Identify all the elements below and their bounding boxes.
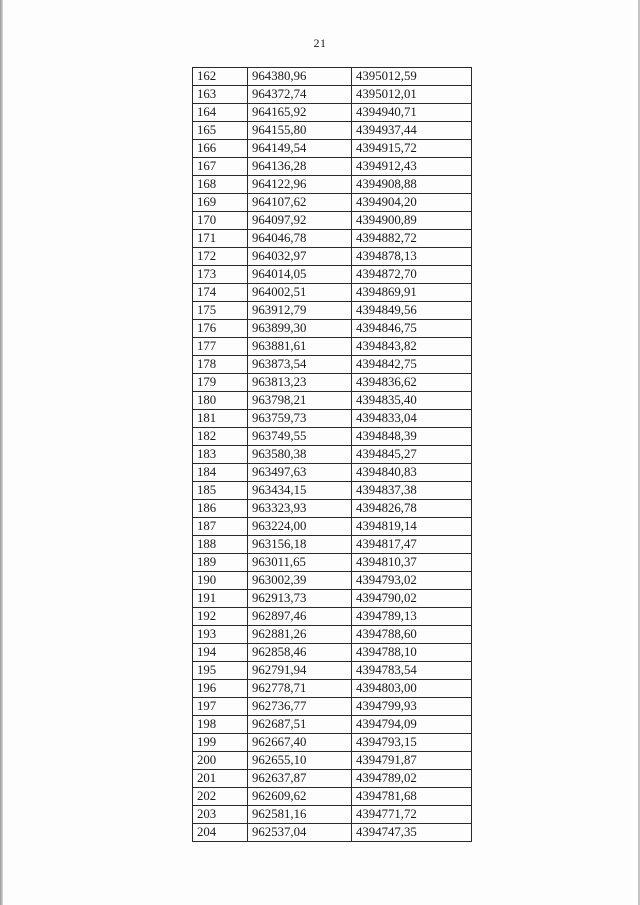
x-coordinate-cell: 964155,80 [248, 122, 352, 140]
point-number-cell: 173 [193, 266, 248, 284]
table-row [193, 140, 472, 158]
y-coordinate-cell: 4394788,60 [352, 626, 472, 644]
x-coordinate-cell: 963912,79 [248, 302, 352, 320]
point-number-cell: 174 [193, 284, 248, 302]
y-coordinate-cell: 4394940,71 [352, 104, 472, 122]
point-number-cell: 202 [193, 788, 248, 806]
table-row [193, 392, 472, 410]
x-coordinate-cell: 963881,61 [248, 338, 352, 356]
table-row [193, 248, 472, 266]
point-number-cell: 195 [193, 662, 248, 680]
table-row [193, 788, 472, 806]
point-number-cell: 177 [193, 338, 248, 356]
table-row [193, 554, 472, 572]
x-coordinate-cell: 963749,55 [248, 428, 352, 446]
y-coordinate-cell: 4394789,02 [352, 770, 472, 788]
point-number-cell: 186 [193, 500, 248, 518]
point-number-cell: 183 [193, 446, 248, 464]
x-coordinate-cell: 963224,00 [248, 518, 352, 536]
point-number-cell: 200 [193, 752, 248, 770]
x-coordinate-cell: 962778,71 [248, 680, 352, 698]
table-row [193, 194, 472, 212]
point-number-cell: 164 [193, 104, 248, 122]
y-coordinate-cell: 4394781,68 [352, 788, 472, 806]
y-coordinate-cell: 4394912,43 [352, 158, 472, 176]
x-coordinate-cell: 964107,62 [248, 194, 352, 212]
y-coordinate-cell: 4394869,91 [352, 284, 472, 302]
x-coordinate-cell: 962858,46 [248, 644, 352, 662]
point-number-cell: 187 [193, 518, 248, 536]
point-number-cell: 172 [193, 248, 248, 266]
table-row [193, 104, 472, 122]
table-row [193, 338, 472, 356]
table-row [193, 608, 472, 626]
x-coordinate-cell: 963873,54 [248, 356, 352, 374]
table-row [193, 698, 472, 716]
y-coordinate-cell: 4394908,88 [352, 176, 472, 194]
table-row [193, 86, 472, 104]
point-number-cell: 185 [193, 482, 248, 500]
point-number-cell: 193 [193, 626, 248, 644]
y-coordinate-cell: 4394799,93 [352, 698, 472, 716]
scan-edge-left [0, 0, 3, 905]
x-coordinate-cell: 963156,18 [248, 536, 352, 554]
table-row [193, 158, 472, 176]
point-number-cell: 175 [193, 302, 248, 320]
table-row [193, 356, 472, 374]
x-coordinate-cell: 964046,78 [248, 230, 352, 248]
point-number-cell: 169 [193, 194, 248, 212]
x-coordinate-cell: 962537,04 [248, 824, 352, 842]
point-number-cell: 179 [193, 374, 248, 392]
point-number-cell: 171 [193, 230, 248, 248]
table-row [193, 320, 472, 338]
x-coordinate-cell: 963580,38 [248, 446, 352, 464]
y-coordinate-cell: 4394843,82 [352, 338, 472, 356]
table-row [193, 428, 472, 446]
table-row [193, 752, 472, 770]
table-row [193, 302, 472, 320]
coordinates-table [192, 67, 472, 842]
point-number-cell: 189 [193, 554, 248, 572]
y-coordinate-cell: 4394842,75 [352, 356, 472, 374]
x-coordinate-cell: 964149,54 [248, 140, 352, 158]
x-coordinate-cell: 964097,92 [248, 212, 352, 230]
x-coordinate-cell: 963497,63 [248, 464, 352, 482]
y-coordinate-cell: 4394788,10 [352, 644, 472, 662]
point-number-cell: 201 [193, 770, 248, 788]
x-coordinate-cell: 962687,51 [248, 716, 352, 734]
point-number-cell: 162 [193, 68, 248, 86]
x-coordinate-cell: 963323,93 [248, 500, 352, 518]
x-coordinate-cell: 964122,96 [248, 176, 352, 194]
point-number-cell: 168 [193, 176, 248, 194]
table-row [193, 212, 472, 230]
table-row [193, 644, 472, 662]
y-coordinate-cell: 4394826,78 [352, 500, 472, 518]
point-number-cell: 196 [193, 680, 248, 698]
point-number-cell: 176 [193, 320, 248, 338]
table-row [193, 770, 472, 788]
table-row [193, 176, 472, 194]
x-coordinate-cell: 962791,94 [248, 662, 352, 680]
point-number-cell: 203 [193, 806, 248, 824]
x-coordinate-cell: 963759,73 [248, 410, 352, 428]
x-coordinate-cell: 963434,15 [248, 482, 352, 500]
y-coordinate-cell: 4394846,75 [352, 320, 472, 338]
x-coordinate-cell: 962637,87 [248, 770, 352, 788]
y-coordinate-cell: 4394793,15 [352, 734, 472, 752]
table-row [193, 122, 472, 140]
x-coordinate-cell: 964014,05 [248, 266, 352, 284]
y-coordinate-cell: 4394817,47 [352, 536, 472, 554]
page-number: 21 [313, 36, 327, 50]
table-row [193, 230, 472, 248]
x-coordinate-cell: 962881,26 [248, 626, 352, 644]
point-number-cell: 204 [193, 824, 248, 842]
point-number-cell: 197 [193, 698, 248, 716]
y-coordinate-cell: 4394878,13 [352, 248, 472, 266]
y-coordinate-cell: 4394836,62 [352, 374, 472, 392]
coordinates-table-body [193, 68, 472, 842]
table-row [193, 680, 472, 698]
table-row [193, 68, 472, 86]
y-coordinate-cell: 4394819,14 [352, 518, 472, 536]
table-row [193, 464, 472, 482]
x-coordinate-cell: 963899,30 [248, 320, 352, 338]
table-row [193, 626, 472, 644]
x-coordinate-cell: 963813,23 [248, 374, 352, 392]
table-row [193, 716, 472, 734]
y-coordinate-cell: 4394849,56 [352, 302, 472, 320]
x-coordinate-cell: 962736,77 [248, 698, 352, 716]
x-coordinate-cell: 964380,96 [248, 68, 352, 86]
point-number-cell: 188 [193, 536, 248, 554]
y-coordinate-cell: 4394937,44 [352, 122, 472, 140]
y-coordinate-cell: 4394783,54 [352, 662, 472, 680]
x-coordinate-cell: 964165,92 [248, 104, 352, 122]
x-coordinate-cell: 963002,39 [248, 572, 352, 590]
y-coordinate-cell: 4394848,39 [352, 428, 472, 446]
x-coordinate-cell: 962609,62 [248, 788, 352, 806]
point-number-cell: 191 [193, 590, 248, 608]
y-coordinate-cell: 4394900,89 [352, 212, 472, 230]
table-row [193, 482, 472, 500]
point-number-cell: 198 [193, 716, 248, 734]
table-row [193, 824, 472, 842]
x-coordinate-cell: 962913,73 [248, 590, 352, 608]
y-coordinate-cell: 4394835,40 [352, 392, 472, 410]
x-coordinate-cell: 964032,97 [248, 248, 352, 266]
table-row [193, 662, 472, 680]
point-number-cell: 190 [193, 572, 248, 590]
x-coordinate-cell: 964372,74 [248, 86, 352, 104]
table-row [193, 500, 472, 518]
point-number-cell: 165 [193, 122, 248, 140]
y-coordinate-cell: 4394840,83 [352, 464, 472, 482]
table-row [193, 446, 472, 464]
table-row [193, 572, 472, 590]
x-coordinate-cell: 963011,65 [248, 554, 352, 572]
point-number-cell: 192 [193, 608, 248, 626]
point-number-cell: 178 [193, 356, 248, 374]
table-row [193, 536, 472, 554]
y-coordinate-cell: 4394789,13 [352, 608, 472, 626]
x-coordinate-cell: 964136,28 [248, 158, 352, 176]
y-coordinate-cell: 4394837,38 [352, 482, 472, 500]
x-coordinate-cell: 963798,21 [248, 392, 352, 410]
y-coordinate-cell: 4394803,00 [352, 680, 472, 698]
y-coordinate-cell: 4394882,72 [352, 230, 472, 248]
table-row [193, 284, 472, 302]
x-coordinate-cell: 962655,10 [248, 752, 352, 770]
x-coordinate-cell: 962667,40 [248, 734, 352, 752]
y-coordinate-cell: 4395012,01 [352, 86, 472, 104]
point-number-cell: 170 [193, 212, 248, 230]
point-number-cell: 182 [193, 428, 248, 446]
x-coordinate-cell: 962581,16 [248, 806, 352, 824]
y-coordinate-cell: 4394845,27 [352, 446, 472, 464]
table-row [193, 266, 472, 284]
point-number-cell: 199 [193, 734, 248, 752]
table-row [193, 590, 472, 608]
y-coordinate-cell: 4394915,72 [352, 140, 472, 158]
y-coordinate-cell: 4394872,70 [352, 266, 472, 284]
point-number-cell: 194 [193, 644, 248, 662]
table-row [193, 734, 472, 752]
y-coordinate-cell: 4394833,04 [352, 410, 472, 428]
y-coordinate-cell: 4395012,59 [352, 68, 472, 86]
y-coordinate-cell: 4394794,09 [352, 716, 472, 734]
point-number-cell: 167 [193, 158, 248, 176]
x-coordinate-cell: 962897,46 [248, 608, 352, 626]
table-row [193, 518, 472, 536]
table-row [193, 410, 472, 428]
y-coordinate-cell: 4394791,87 [352, 752, 472, 770]
y-coordinate-cell: 4394771,72 [352, 806, 472, 824]
table-row [193, 806, 472, 824]
y-coordinate-cell: 4394790,02 [352, 590, 472, 608]
y-coordinate-cell: 4394793,02 [352, 572, 472, 590]
point-number-cell: 166 [193, 140, 248, 158]
x-coordinate-cell: 964002,51 [248, 284, 352, 302]
point-number-cell: 163 [193, 86, 248, 104]
y-coordinate-cell: 4394810,37 [352, 554, 472, 572]
point-number-cell: 180 [193, 392, 248, 410]
point-number-cell: 181 [193, 410, 248, 428]
point-number-cell: 184 [193, 464, 248, 482]
table-row [193, 374, 472, 392]
y-coordinate-cell: 4394747,35 [352, 824, 472, 842]
y-coordinate-cell: 4394904,20 [352, 194, 472, 212]
